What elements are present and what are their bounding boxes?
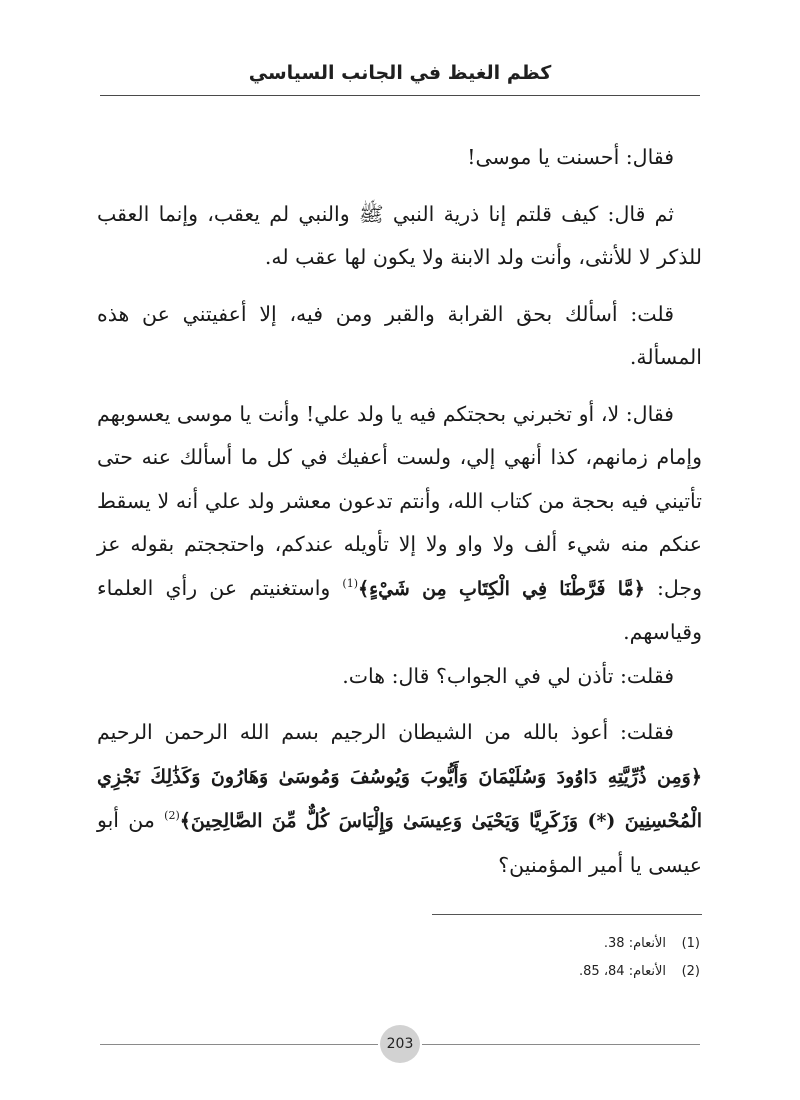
footnote-number: (2) <box>681 964 700 979</box>
footnote-text: الأنعام: 84، 85. <box>579 964 666 979</box>
quran-verse-1: ﴿مَّا فَرَّطْنَا فِي الْكِتَابِ مِن شَيْءٍ﴾ <box>358 577 645 600</box>
footnote-text: الأنعام: 38. <box>603 936 666 951</box>
paragraph-3: قلت: أسألك بحق القرابة والقبر ومن فيه، إلا أعفيتني عن هذه المسألة. <box>97 301 702 369</box>
paragraph-4-text-a: فقال: لا، أو تخبرني بحجتكم فيه يا ولد علي! وأنت يا موسى يعسوبهم وإمام زمانهم، كذا أنهي إلي، ولست أعفيك في كل ما أسألك عنه حتى تأتيني فيه بحجة من كتاب الله، وأنتم تدعون معشر ولد علي أنه لا يسقط عنكم منه شيء ألف ولا واو ولا إلا تأويله عندكم، واحتججتم بقوله عز وجل: <box>97 401 702 600</box>
footnote-ref-1: (1) <box>342 576 359 590</box>
paragraph-2: ثم قال: كيف قلتم إنا ذرية النبي ﷺ والنبي لم يعقب، وإنما العقب للذكر لا للأنثى، وأنت ولد الابنة ولا يكون لها عقب له. <box>97 201 702 269</box>
footnote-number: (1) <box>681 936 700 951</box>
paragraph-1: فقال: أحسنت يا موسى! <box>467 145 674 169</box>
page-footer <box>0 1024 800 1064</box>
footer-rule-right <box>422 1044 700 1045</box>
running-header: كظم الغيظ في الجانب السياسي <box>248 62 552 84</box>
footnote-1 <box>300 930 700 958</box>
paragraph-6-text-b: من أبو عيسى يا أمير المؤمنين؟ <box>97 808 702 877</box>
footnotes <box>300 930 700 986</box>
footer-rule-left <box>100 1044 378 1045</box>
footnote-ref-2: (2) <box>164 809 180 823</box>
paragraph-6 <box>97 711 702 887</box>
footnote-divider <box>432 914 702 915</box>
header-divider <box>100 95 700 96</box>
quran-verse-2: ﴿وَمِن ذُرِّيَّتِهِ دَاوُودَ وَسُلَيْمَانَ وَأَيُّوبَ وَيُوسُفَ وَمُوسَىٰ وَهَارُونَ وَكَذَٰلِكَ نَجْزِي الْمُحْسِنِينَ (*) وَزَكَرِيَّا وَيَحْيَىٰ وَعِيسَىٰ وَإِلْيَاسَ كُلٌّ مِّنَ الصَّالِحِينَ﴾ <box>97 765 702 832</box>
footnote-2 <box>300 958 700 986</box>
paragraph-4 <box>97 393 702 655</box>
paragraph-5: فقلت: تأذن لي في الجواب؟ قال: هات. <box>342 663 674 688</box>
main-text <box>97 136 702 887</box>
page-number: 203 <box>380 1025 420 1063</box>
paragraph-4-text-b: واستغنيتم عن رأي العلماء وقياسهم. <box>97 575 702 644</box>
paragraph-6-text-a: فقلت: أعوذ بالله من الشيطان الرجيم بسم الله الرحمن الرحيم <box>97 720 674 744</box>
